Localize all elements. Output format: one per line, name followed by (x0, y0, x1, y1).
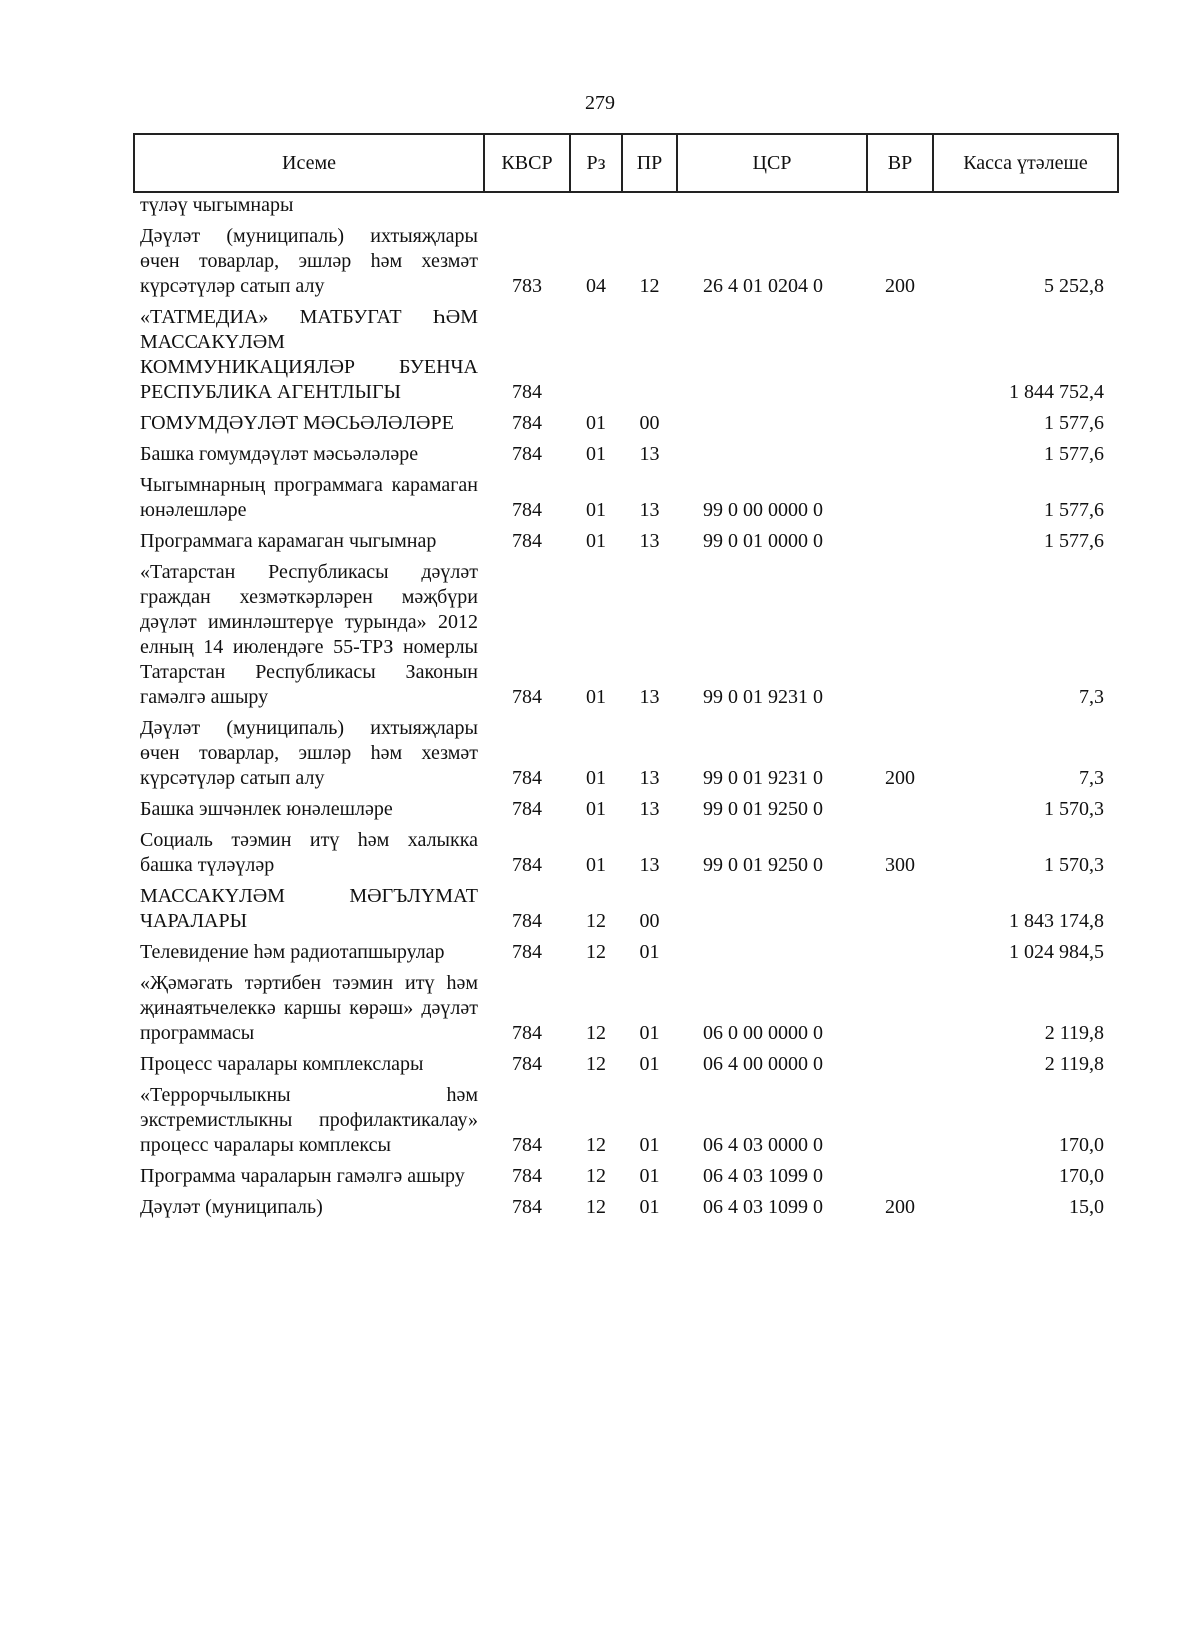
cell-pr (622, 192, 677, 222)
cell-vr: 300 (885, 854, 915, 876)
cell-kvsr: 784 (512, 443, 542, 465)
cell-pr: 01 (639, 1196, 660, 1218)
cell-rz: 01 (586, 530, 606, 552)
cell-amount: 1 844 752,4 (1009, 381, 1104, 403)
table-row (134, 192, 1118, 222)
table-header (134, 134, 1118, 192)
cell-vr: 200 (885, 275, 915, 297)
cell-name: Башка гомумдәүләт мәсьәләләре (140, 443, 419, 465)
cell-amount: 1 577,6 (1044, 530, 1104, 552)
cell-name: Программага карамаган чыгымнар (140, 530, 437, 552)
table-row (134, 795, 1118, 826)
cell-kvsr: 784 (512, 499, 542, 521)
table-row (134, 471, 1118, 527)
cell-vr (867, 471, 933, 527)
cell-csr (677, 938, 867, 969)
cell-name: түләү чыгымнары (140, 194, 294, 216)
table-row (134, 1081, 1118, 1162)
cell-kvsr: 783 (512, 275, 542, 297)
cell-pr: 12 (639, 275, 660, 297)
cell-kvsr (484, 192, 570, 222)
table-row (134, 440, 1118, 471)
cell-pr: 00 (639, 910, 660, 932)
cell-name: «ТАТМЕДИА» МАТБУГАТ ҺӘМ МАССАКҮЛӘМ КОММУНИКАЦИЯЛӘР БУЕНЧА РЕСПУБЛИКА АГЕНТЛЫГЫ (140, 306, 478, 403)
cell-amount: 1 577,6 (1044, 499, 1104, 521)
cell-amount: 7,3 (1079, 767, 1104, 789)
header-csr: ЦСР (677, 134, 867, 192)
cell-csr: 99 0 01 0000 0 (703, 530, 823, 552)
cell-vr: 200 (885, 767, 915, 789)
cell-rz: 01 (586, 443, 606, 465)
cell-rz: 12 (586, 910, 606, 932)
cell-name: «Татарстан Республикасы дәүләт граждан хезмәткәрләрен мәҗбүри дәүләт иминләштерүе турында» 2012 елның 14 июлендәге 55-ТРЗ номерлы Татарстан Республикасы Законын гамәлгә ашыру (140, 561, 478, 708)
table-row (134, 222, 1118, 303)
cell-pr: 13 (639, 530, 660, 552)
cell-amount: 15,0 (1069, 1196, 1104, 1218)
cell-csr: 06 4 03 0000 0 (703, 1134, 823, 1156)
cell-kvsr: 784 (512, 686, 542, 708)
header-pr: ПР (622, 134, 677, 192)
table-row (134, 938, 1118, 969)
cell-pr: 01 (639, 1053, 660, 1075)
cell-csr: 99 0 01 9250 0 (703, 854, 823, 876)
cell-name: ГОМУМДӘҮЛӘТ МӘСЬӘЛӘЛӘРЕ (140, 412, 454, 434)
cell-kvsr: 784 (512, 530, 542, 552)
header-vr: ВР (867, 134, 933, 192)
cell-rz: 01 (586, 499, 606, 521)
cell-amount: 170,0 (1059, 1165, 1104, 1187)
cell-pr: 00 (639, 412, 660, 434)
cell-csr: 06 4 00 0000 0 (703, 1053, 823, 1075)
cell-csr: 06 0 00 0000 0 (703, 1022, 823, 1044)
cell-name: Чыгымнарның программага карамаган юнәлешләре (140, 474, 478, 521)
cell-kvsr: 784 (512, 1022, 542, 1044)
cell-vr (867, 882, 933, 938)
table-row (134, 1162, 1118, 1193)
cell-amount: 2 119,8 (1044, 1053, 1104, 1075)
cell-vr (867, 303, 933, 409)
budget-table (133, 133, 1119, 1224)
cell-rz: 12 (586, 1022, 606, 1044)
cell-csr (677, 303, 867, 409)
cell-rz: 12 (586, 1196, 606, 1218)
cell-csr (677, 192, 867, 222)
header-rz: Рз (570, 134, 622, 192)
cell-rz: 12 (586, 1053, 606, 1075)
cell-vr: 200 (885, 1196, 915, 1218)
cell-vr (867, 558, 933, 714)
cell-name: «Террорчылыкны һәм экстремистлыкны профилактикалау» процесс чаралары комплексы (140, 1084, 478, 1156)
cell-vr (867, 409, 933, 440)
table-row (134, 1193, 1118, 1224)
cell-vr (867, 1162, 933, 1193)
cell-kvsr: 784 (512, 854, 542, 876)
cell-kvsr: 784 (512, 798, 542, 820)
header-kvsr: КВСР (484, 134, 570, 192)
cell-csr: 99 0 01 9231 0 (703, 686, 823, 708)
cell-kvsr: 784 (512, 1165, 542, 1187)
cell-pr: 01 (639, 1022, 660, 1044)
cell-csr: 26 4 01 0204 0 (703, 275, 823, 297)
cell-pr: 13 (639, 499, 660, 521)
cell-rz: 12 (586, 1165, 606, 1187)
cell-name: Дәүләт (муниципаль) (140, 1196, 323, 1218)
cell-csr: 99 0 00 0000 0 (703, 499, 823, 521)
cell-kvsr: 784 (512, 941, 542, 963)
cell-amount: 1 570,3 (1044, 798, 1104, 820)
cell-amount: 170,0 (1059, 1134, 1104, 1156)
cell-kvsr: 784 (512, 767, 542, 789)
cell-kvsr: 784 (512, 910, 542, 932)
page-number: 279 (585, 92, 615, 114)
cell-rz: 01 (586, 798, 606, 820)
cell-name: Дәүләт (муниципаль) ихтыяҗлары өчен товарлар, эшләр һәм хезмәт күрсәтүләр сатып алу (140, 717, 478, 789)
cell-csr: 06 4 03 1099 0 (703, 1165, 823, 1187)
cell-pr: 13 (639, 798, 660, 820)
table-row (134, 527, 1118, 558)
cell-pr: 01 (639, 1134, 660, 1156)
table-row (134, 714, 1118, 795)
table-row (134, 558, 1118, 714)
header-name: Исеме (134, 134, 484, 192)
cell-kvsr: 784 (512, 1196, 542, 1218)
table-row (134, 1050, 1118, 1081)
cell-vr (867, 192, 933, 222)
cell-rz (570, 303, 622, 409)
cell-rz: 12 (586, 941, 606, 963)
cell-amount: 1 577,6 (1044, 412, 1104, 434)
cell-pr (622, 303, 677, 409)
cell-pr: 13 (639, 854, 660, 876)
cell-name: Дәүләт (муниципаль) ихтыяҗлары өчен товарлар, эшләр һәм хезмәт күрсәтүләр сатып алу (140, 225, 478, 297)
cell-pr: 01 (639, 941, 660, 963)
cell-vr (867, 527, 933, 558)
cell-name: Социаль тәэмин итү һәм халыкка башка түләүләр (140, 829, 478, 876)
cell-rz: 01 (586, 767, 606, 789)
cell-vr (867, 1050, 933, 1081)
cell-csr (677, 409, 867, 440)
cell-pr: 13 (639, 443, 660, 465)
table-body (134, 192, 1118, 1224)
cell-rz: 04 (586, 275, 606, 297)
cell-pr: 13 (639, 767, 660, 789)
cell-rz: 01 (586, 854, 606, 876)
cell-rz: 01 (586, 412, 606, 434)
table-row (134, 409, 1118, 440)
cell-vr (867, 795, 933, 826)
cell-vr (867, 1081, 933, 1162)
cell-name: Процесс чаралары комплекслары (140, 1053, 424, 1075)
cell-rz: 12 (586, 1134, 606, 1156)
table-row (134, 826, 1118, 882)
table-row (134, 303, 1118, 409)
cell-name: Башка эшчәнлек юнәлешләре (140, 798, 393, 820)
cell-pr: 13 (639, 686, 660, 708)
cell-vr (867, 938, 933, 969)
cell-rz (570, 192, 622, 222)
cell-name: «Җәмәгать тәртибен тәэмин итү һәм җинаятьчелеккә каршы көрәш» дәүләт программасы (140, 972, 478, 1044)
cell-rz: 01 (586, 686, 606, 708)
cell-csr: 99 0 01 9250 0 (703, 798, 823, 820)
header-kassa: Касса үтәлеше (933, 134, 1118, 192)
cell-amount (933, 192, 1118, 222)
cell-kvsr: 784 (512, 412, 542, 434)
cell-amount: 2 119,8 (1044, 1022, 1104, 1044)
cell-amount: 1 577,6 (1044, 443, 1104, 465)
cell-amount: 5 252,8 (1044, 275, 1104, 297)
table-row (134, 969, 1118, 1050)
cell-vr (867, 969, 933, 1050)
cell-amount: 1 570,3 (1044, 854, 1104, 876)
cell-amount: 7,3 (1079, 686, 1104, 708)
cell-name: Телевидение һәм радиотапшырулар (140, 941, 445, 963)
cell-amount: 1 843 174,8 (1009, 910, 1104, 932)
cell-name: МАССАКҮЛӘМ МӘГЪЛҮМАТ ЧАРАЛАРЫ (140, 885, 478, 932)
cell-csr (677, 882, 867, 938)
cell-name: Программа чараларын гамәлгә ашыру (140, 1165, 465, 1187)
cell-kvsr: 784 (512, 1134, 542, 1156)
cell-amount: 1 024 984,5 (1009, 941, 1104, 963)
table-row (134, 882, 1118, 938)
cell-pr: 01 (639, 1165, 660, 1187)
cell-csr: 06 4 03 1099 0 (703, 1196, 823, 1218)
cell-csr (677, 440, 867, 471)
cell-kvsr: 784 (512, 1053, 542, 1075)
cell-vr (867, 440, 933, 471)
cell-csr: 99 0 01 9231 0 (703, 767, 823, 789)
cell-kvsr: 784 (512, 381, 542, 403)
